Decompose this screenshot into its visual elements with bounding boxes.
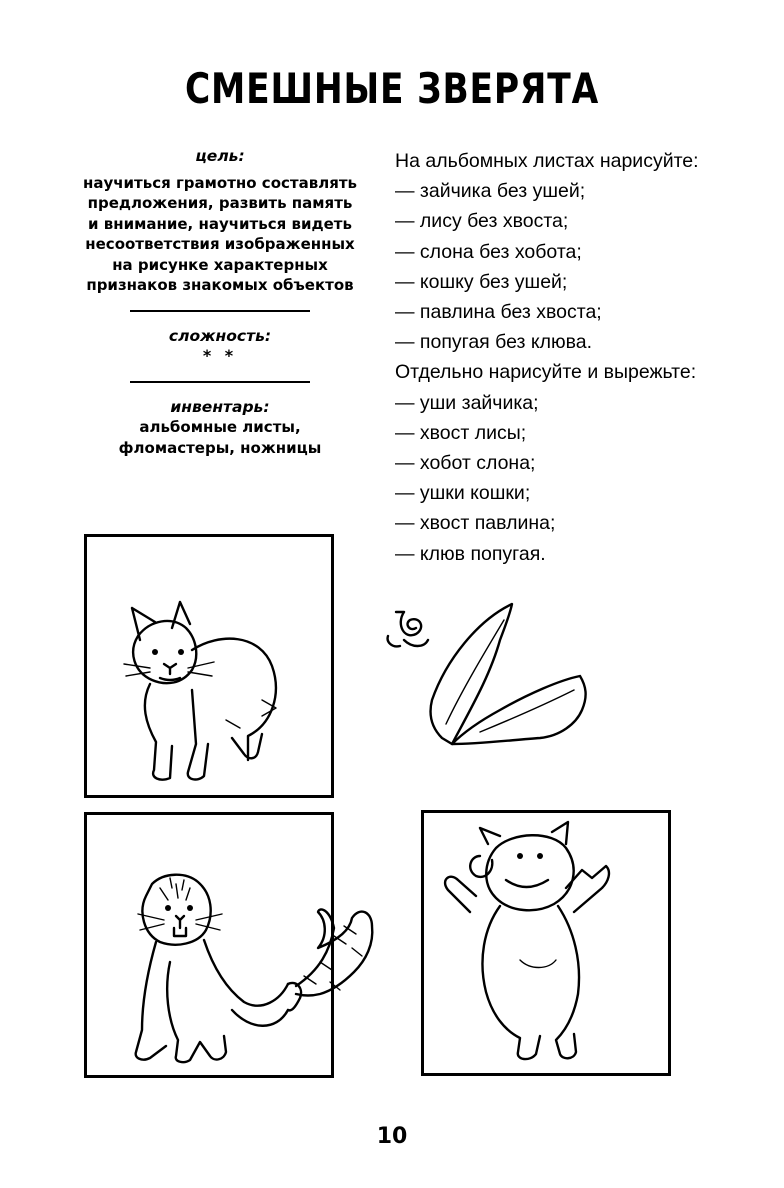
instruction-line: — ушки кошки; (395, 482, 531, 505)
goal-line: и внимание, научиться видеть (88, 214, 352, 233)
page-title: СМЕШНЫЕ ЗВЕРЯТА (184, 64, 600, 113)
instruction-line: Отдельно нарисуйте и вырежьте: (395, 361, 697, 384)
instruction-line: — зайчика без ушей; (395, 180, 586, 203)
instruction-line: — попугая без клюва. (395, 331, 593, 354)
instruction-line: — уши зайчика; (395, 391, 539, 414)
instruction-line: — хобот слона; (395, 452, 536, 475)
pig-drawing (445, 822, 609, 1059)
inventory-line: фломастеры, ножницы (118, 438, 322, 457)
instruction-line: — хвост лисы; (395, 421, 527, 444)
inventory-line: альбомные листы, (139, 418, 301, 436)
difficulty-label: сложность: (168, 326, 272, 345)
page-number: 10 (376, 1124, 408, 1149)
goal-line: научиться грамотно составлять (82, 173, 358, 192)
instruction-line: На альбомных листах нарисуйте: (395, 150, 699, 172)
goal-line: несоответствия изображенных (85, 235, 355, 253)
goal-line: признаков знакомых объектов (86, 276, 354, 294)
instruction-line: — кошку без ушей; (395, 270, 568, 293)
instruction-line: — клюв попугая. (395, 542, 546, 565)
difficulty-stars: * * (202, 346, 238, 365)
rabbit-ears-drawing (430, 604, 585, 744)
inventory-label: инвентарь: (170, 397, 270, 416)
instruction-line: — слона без хобота; (395, 240, 582, 263)
instruction-line: — павлина без хвоста; (395, 301, 602, 324)
instruction-line: — лису без хвоста; (395, 210, 569, 233)
instruction-line: — хвост павлина; (395, 512, 556, 535)
cat-drawing (124, 602, 276, 780)
fox-drawing (136, 875, 373, 1062)
pig-tail-drawing (388, 612, 428, 646)
goal-line: предложения, развить память (87, 194, 353, 212)
goal-line: на рисунке характерных (112, 255, 328, 274)
goal-label: цель: (195, 147, 245, 165)
